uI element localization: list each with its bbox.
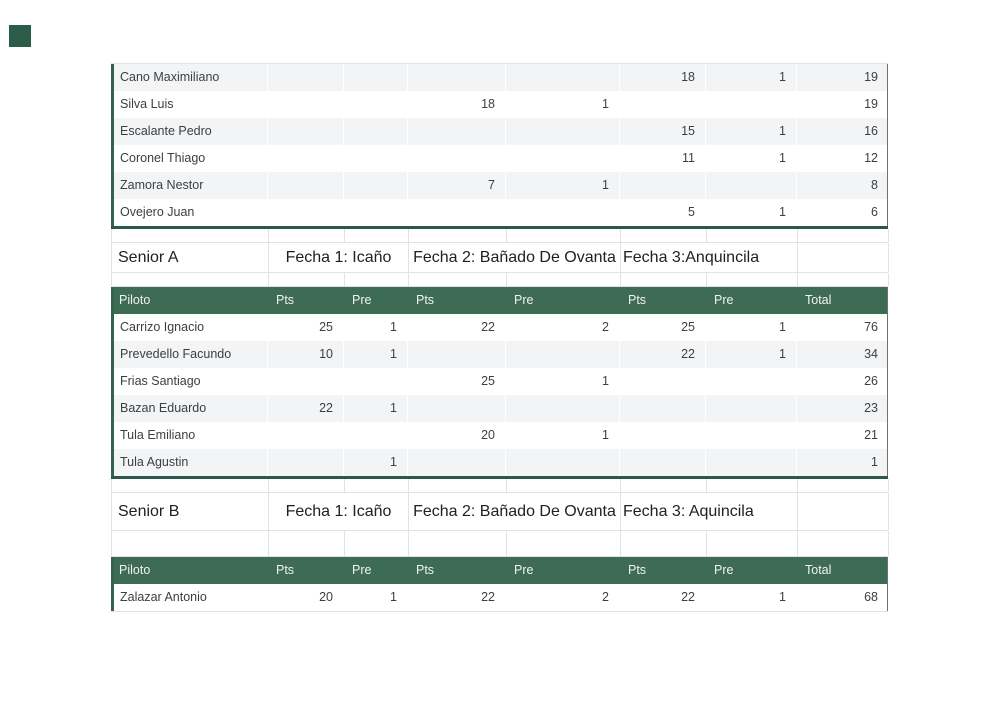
pilot-name-cell: Tula Agustin: [111, 449, 268, 476]
value-cell: 1: [706, 118, 797, 145]
empty-cell: [345, 273, 409, 286]
pilot-name-cell: Carrizo Ignacio: [111, 314, 268, 341]
value-cell: 11: [620, 145, 706, 172]
empty-cell: [507, 229, 621, 242]
table-row: [111, 422, 888, 449]
value-cell: 22: [268, 395, 344, 422]
value-cell: [344, 172, 408, 199]
table-row: [111, 314, 888, 341]
empty-cell: [798, 479, 889, 492]
total-cell: 16: [864, 124, 878, 138]
empty-cell: [269, 479, 345, 492]
value-cell: 1: [506, 368, 620, 395]
empty-cell: [112, 229, 269, 242]
value-cell: 18: [408, 91, 506, 118]
empty-cell: [621, 229, 707, 242]
table-header-row: [111, 557, 888, 584]
pilot-name-cell: Escalante Pedro: [111, 118, 268, 145]
total-cell: 26: [864, 374, 878, 388]
value-cell: [506, 341, 620, 368]
value-cell: 1: [506, 422, 620, 449]
column-header-pre: Pre: [352, 563, 372, 577]
pilot-name-cell: Tula Emiliano: [111, 422, 268, 449]
table-row: [111, 145, 888, 172]
total-cell: 19: [864, 70, 878, 84]
empty-cell: [269, 273, 345, 286]
empty-cell: [507, 531, 621, 556]
value-cell: [268, 199, 344, 226]
total-cell: 34: [864, 347, 878, 361]
corner-square-decoration: [9, 25, 31, 47]
fecha-3-header: Fecha 3: Aquincila: [621, 493, 798, 530]
value-cell: 1: [706, 145, 797, 172]
value-cell: [620, 449, 706, 476]
value-cell: 22: [408, 584, 506, 611]
empty-cell: [707, 479, 798, 492]
value-cell: [344, 368, 408, 395]
value-cell: 25: [408, 368, 506, 395]
value-cell: [408, 118, 506, 145]
column-header-pre: Pre: [352, 293, 372, 307]
value-cell: 22: [620, 584, 706, 611]
pilot-name-cell: Silva Luis: [111, 91, 268, 118]
empty-cell: [345, 531, 409, 556]
empty-cell: [621, 273, 707, 286]
value-cell: [408, 145, 506, 172]
value-cell: 1: [344, 341, 408, 368]
value-cell: 25: [268, 314, 344, 341]
empty-cell: [409, 273, 507, 286]
value-cell: 1: [344, 314, 408, 341]
value-cell: [506, 64, 620, 91]
value-cell: 1: [506, 172, 620, 199]
table-row: [111, 64, 888, 91]
value-cell: [506, 395, 620, 422]
pilot-name-cell: Bazan Eduardo: [111, 395, 268, 422]
value-cell: [506, 118, 620, 145]
value-cell: [268, 449, 344, 476]
table-row: [111, 584, 888, 611]
value-cell: [344, 64, 408, 91]
value-cell: [408, 341, 506, 368]
value-cell: [506, 199, 620, 226]
value-cell: [268, 145, 344, 172]
empty-cell: [621, 479, 707, 492]
total-cell: 76: [864, 320, 878, 334]
empty-cell: [345, 479, 409, 492]
value-cell: [268, 172, 344, 199]
empty-cell: [409, 531, 507, 556]
value-cell: [344, 422, 408, 449]
column-header-piloto: Piloto: [119, 563, 151, 577]
value-cell: 20: [268, 584, 344, 611]
value-cell: 10: [268, 341, 344, 368]
value-cell: [706, 368, 797, 395]
empty-cell: [798, 243, 889, 272]
total-cell: 21: [864, 428, 878, 442]
pilot-name-cell: Prevedello Facundo: [111, 341, 268, 368]
column-header-pts: Pts: [416, 293, 435, 307]
value-cell: [408, 64, 506, 91]
table-header-row: [111, 287, 888, 314]
value-cell: 1: [706, 341, 797, 368]
standings-content: [111, 63, 888, 612]
value-cell: [268, 118, 344, 145]
value-cell: [506, 449, 620, 476]
column-header-total: Total: [805, 293, 832, 307]
total-cell: 6: [871, 205, 878, 219]
empty-cell: [707, 531, 798, 556]
senior-a-table: [111, 287, 888, 479]
total-cell: 8: [871, 178, 878, 192]
fecha-1-header: Fecha 1: Icaño: [269, 493, 409, 530]
spacer-row: [111, 273, 888, 287]
empty-cell: [707, 273, 798, 286]
table-row: [111, 449, 888, 476]
empty-cell: [798, 531, 889, 556]
column-header-pre: Pre: [714, 293, 734, 307]
column-header-pts: Pts: [276, 293, 295, 307]
value-cell: 5: [620, 199, 706, 226]
value-cell: 15: [620, 118, 706, 145]
table-row: [111, 368, 888, 395]
value-cell: 1: [706, 314, 797, 341]
value-cell: [344, 145, 408, 172]
value-cell: [268, 64, 344, 91]
empty-cell: [112, 531, 269, 556]
value-cell: [408, 449, 506, 476]
pilot-name-cell: Zalazar Antonio: [111, 584, 268, 611]
value-cell: 1: [706, 64, 797, 91]
value-cell: [620, 422, 706, 449]
column-header-pre: Pre: [714, 563, 734, 577]
value-cell: [344, 91, 408, 118]
empty-cell: [798, 229, 889, 242]
total-cell: 1: [871, 455, 878, 469]
value-cell: 1: [344, 449, 408, 476]
value-cell: [620, 395, 706, 422]
value-cell: 2: [506, 584, 620, 611]
pilot-name-cell: Frias Santiago: [111, 368, 268, 395]
section-title: Senior B: [112, 493, 269, 530]
table-row: [111, 395, 888, 422]
column-header-pts: Pts: [416, 563, 435, 577]
value-cell: 2: [506, 314, 620, 341]
section-title: Senior A: [112, 243, 269, 272]
value-cell: [706, 422, 797, 449]
value-cell: [706, 395, 797, 422]
empty-cell: [112, 273, 269, 286]
value-cell: [408, 395, 506, 422]
value-cell: [706, 172, 797, 199]
total-cell: 68: [864, 590, 878, 604]
empty-cell: [621, 531, 707, 556]
table-row: [111, 199, 888, 226]
fecha-2-header: Fecha 2: Bañado De Ovanta: [409, 493, 621, 530]
empty-cell: [409, 479, 507, 492]
empty-cell: [345, 229, 409, 242]
value-cell: 1: [344, 395, 408, 422]
value-cell: [706, 91, 797, 118]
senior-b-table: [111, 557, 888, 612]
value-cell: [620, 172, 706, 199]
value-cell: 25: [620, 314, 706, 341]
pilot-name-cell: Zamora Nestor: [111, 172, 268, 199]
value-cell: 22: [620, 341, 706, 368]
value-cell: [408, 199, 506, 226]
fecha-1-header: Fecha 1: Icaño: [269, 243, 409, 272]
value-cell: 18: [620, 64, 706, 91]
value-cell: [344, 118, 408, 145]
table-row: [111, 118, 888, 145]
empty-cell: [269, 229, 345, 242]
table-row: [111, 341, 888, 368]
column-header-pts: Pts: [628, 563, 647, 577]
total-cell: 12: [864, 151, 878, 165]
table-row: [111, 91, 888, 118]
senior-a-title-row: [111, 243, 888, 273]
fecha-2-header: Fecha 2: Bañado De Ovanta: [409, 243, 621, 272]
table-row: [111, 172, 888, 199]
pilot-name-cell: Ovejero Juan: [111, 199, 268, 226]
empty-cell: [409, 229, 507, 242]
value-cell: 1: [344, 584, 408, 611]
value-cell: [506, 145, 620, 172]
value-cell: [706, 449, 797, 476]
standings-table-top: [111, 63, 888, 229]
total-cell: 23: [864, 401, 878, 415]
pilot-name-cell: Cano Maximiliano: [111, 64, 268, 91]
column-header-piloto: Piloto: [119, 293, 151, 307]
empty-cell: [507, 273, 621, 286]
empty-cell: [798, 493, 889, 530]
value-cell: 1: [706, 584, 797, 611]
pilot-name-cell: Coronel Thiago: [111, 145, 268, 172]
value-cell: [620, 368, 706, 395]
value-cell: 7: [408, 172, 506, 199]
column-header-pre: Pre: [514, 563, 534, 577]
total-cell: 19: [864, 97, 878, 111]
empty-cell: [507, 479, 621, 492]
value-cell: [268, 368, 344, 395]
value-cell: [344, 199, 408, 226]
senior-b-title-row: [111, 493, 888, 531]
empty-cell: [707, 229, 798, 242]
value-cell: 20: [408, 422, 506, 449]
value-cell: 1: [706, 199, 797, 226]
spacer-row: [111, 229, 888, 243]
value-cell: 22: [408, 314, 506, 341]
empty-cell: [269, 531, 345, 556]
value-cell: [268, 91, 344, 118]
spacer-row: [111, 479, 888, 493]
spacer-row: [111, 531, 888, 557]
value-cell: [268, 422, 344, 449]
column-header-pre: Pre: [514, 293, 534, 307]
value-cell: [620, 91, 706, 118]
empty-cell: [798, 273, 889, 286]
value-cell: 1: [506, 91, 620, 118]
empty-cell: [112, 479, 269, 492]
column-header-pts: Pts: [276, 563, 295, 577]
fecha-3-header: Fecha 3:Anquincila: [621, 243, 798, 272]
column-header-pts: Pts: [628, 293, 647, 307]
column-header-total: Total: [805, 563, 832, 577]
